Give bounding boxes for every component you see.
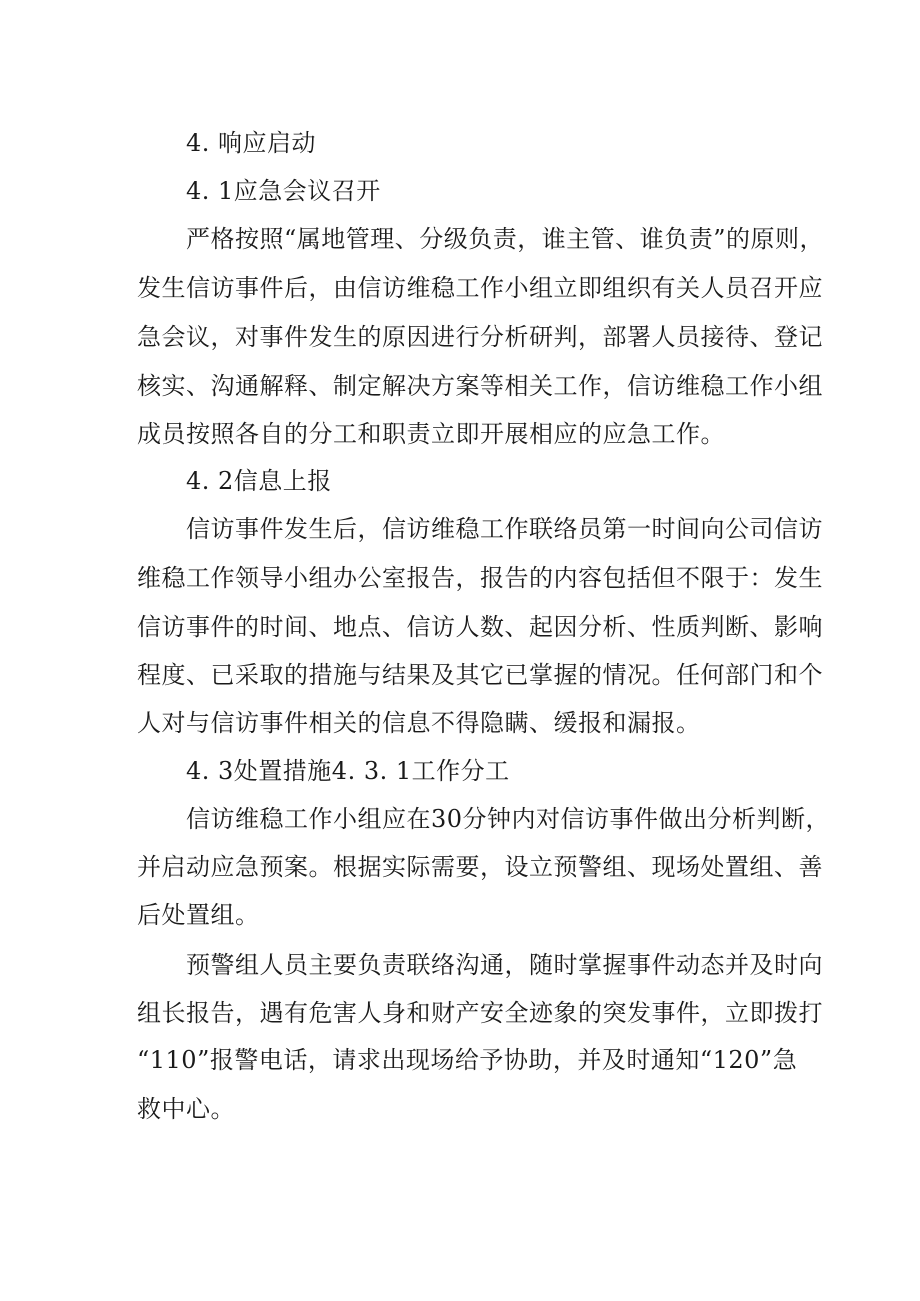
paragraph-text: 预警组人员主要负责联络沟通，随时掌握事件动态并及时向 (186, 951, 823, 979)
paragraph-text: 急会议，对事件发生的原因进行分析研判，部署人员接待、登记 (137, 323, 823, 351)
heading-text: 4. 2信息上报 (186, 467, 332, 495)
section-heading-4-1 (0, 176, 920, 206)
paragraph-text: 维稳工作领导小组办公室报告，报告的内容包括但不限于：发生 (137, 564, 823, 592)
paragraph-line (0, 900, 920, 930)
section-heading-4 (0, 128, 920, 158)
paragraph-line (0, 224, 920, 254)
paragraph-text: 信访维稳工作小组应在30分钟内对信访事件做出分析判断， (186, 805, 831, 833)
paragraph-line (0, 322, 920, 352)
paragraph-line (0, 419, 920, 449)
paragraph-line (0, 1094, 920, 1124)
paragraph-line (0, 514, 920, 544)
paragraph-line (0, 998, 920, 1028)
paragraph-line (0, 1045, 920, 1075)
paragraph-text: 人对与信访事件相关的信息不得隐瞒、缓报和漏报。 (137, 709, 701, 737)
paragraph-text: 信访事件发生后，信访维稳工作联络员第一时间向公司信访 (186, 515, 823, 543)
paragraph-text: “110”报警电话，请求出现场给予协助，并及时通知“120”急 (137, 1046, 798, 1074)
paragraph-text: 程度、已采取的措施与结果及其它已掌握的情况。任何部门和个 (137, 661, 823, 689)
paragraph-line (0, 852, 920, 882)
paragraph-text: 严格按照“属地管理、分级负责，谁主管、谁负责”的原则， (186, 225, 825, 253)
section-heading-4-3 (0, 756, 920, 786)
paragraph-text: 救中心。 (137, 1095, 235, 1123)
paragraph-line (0, 273, 920, 303)
paragraph-text: 组长报告，遇有危害人身和财产安全迹象的突发事件，立即拨打 (137, 999, 823, 1027)
paragraph-line (0, 660, 920, 690)
paragraph-line (0, 950, 920, 980)
heading-text: 4. 3处置措施4. 3. 1工作分工 (186, 757, 510, 785)
paragraph-line (0, 563, 920, 593)
heading-text: 4. 响应启动 (186, 129, 317, 157)
paragraph-text: 发生信访事件后，由信访维稳工作小组立即组织有关人员召开应 (137, 274, 823, 302)
paragraph-text: 核实、沟通解释、制定解决方案等相关工作，信访维稳工作小组 (137, 372, 823, 400)
section-heading-4-2 (0, 466, 920, 496)
paragraph-text: 并启动应急预案。根据实际需要，设立预警组、现场处置组、善 (137, 853, 823, 881)
paragraph-line (0, 708, 920, 738)
heading-text: 4. 1应急会议召开 (186, 177, 381, 205)
paragraph-text: 后处置组。 (137, 901, 260, 929)
paragraph-text: 成员按照各自的分工和职责立即开展相应的应急工作。 (137, 420, 725, 448)
paragraph-line (0, 804, 920, 834)
paragraph-text: 信访事件的时间、地点、信访人数、起因分析、性质判断、影响 (137, 613, 823, 641)
paragraph-line (0, 612, 920, 642)
paragraph-line (0, 371, 920, 401)
